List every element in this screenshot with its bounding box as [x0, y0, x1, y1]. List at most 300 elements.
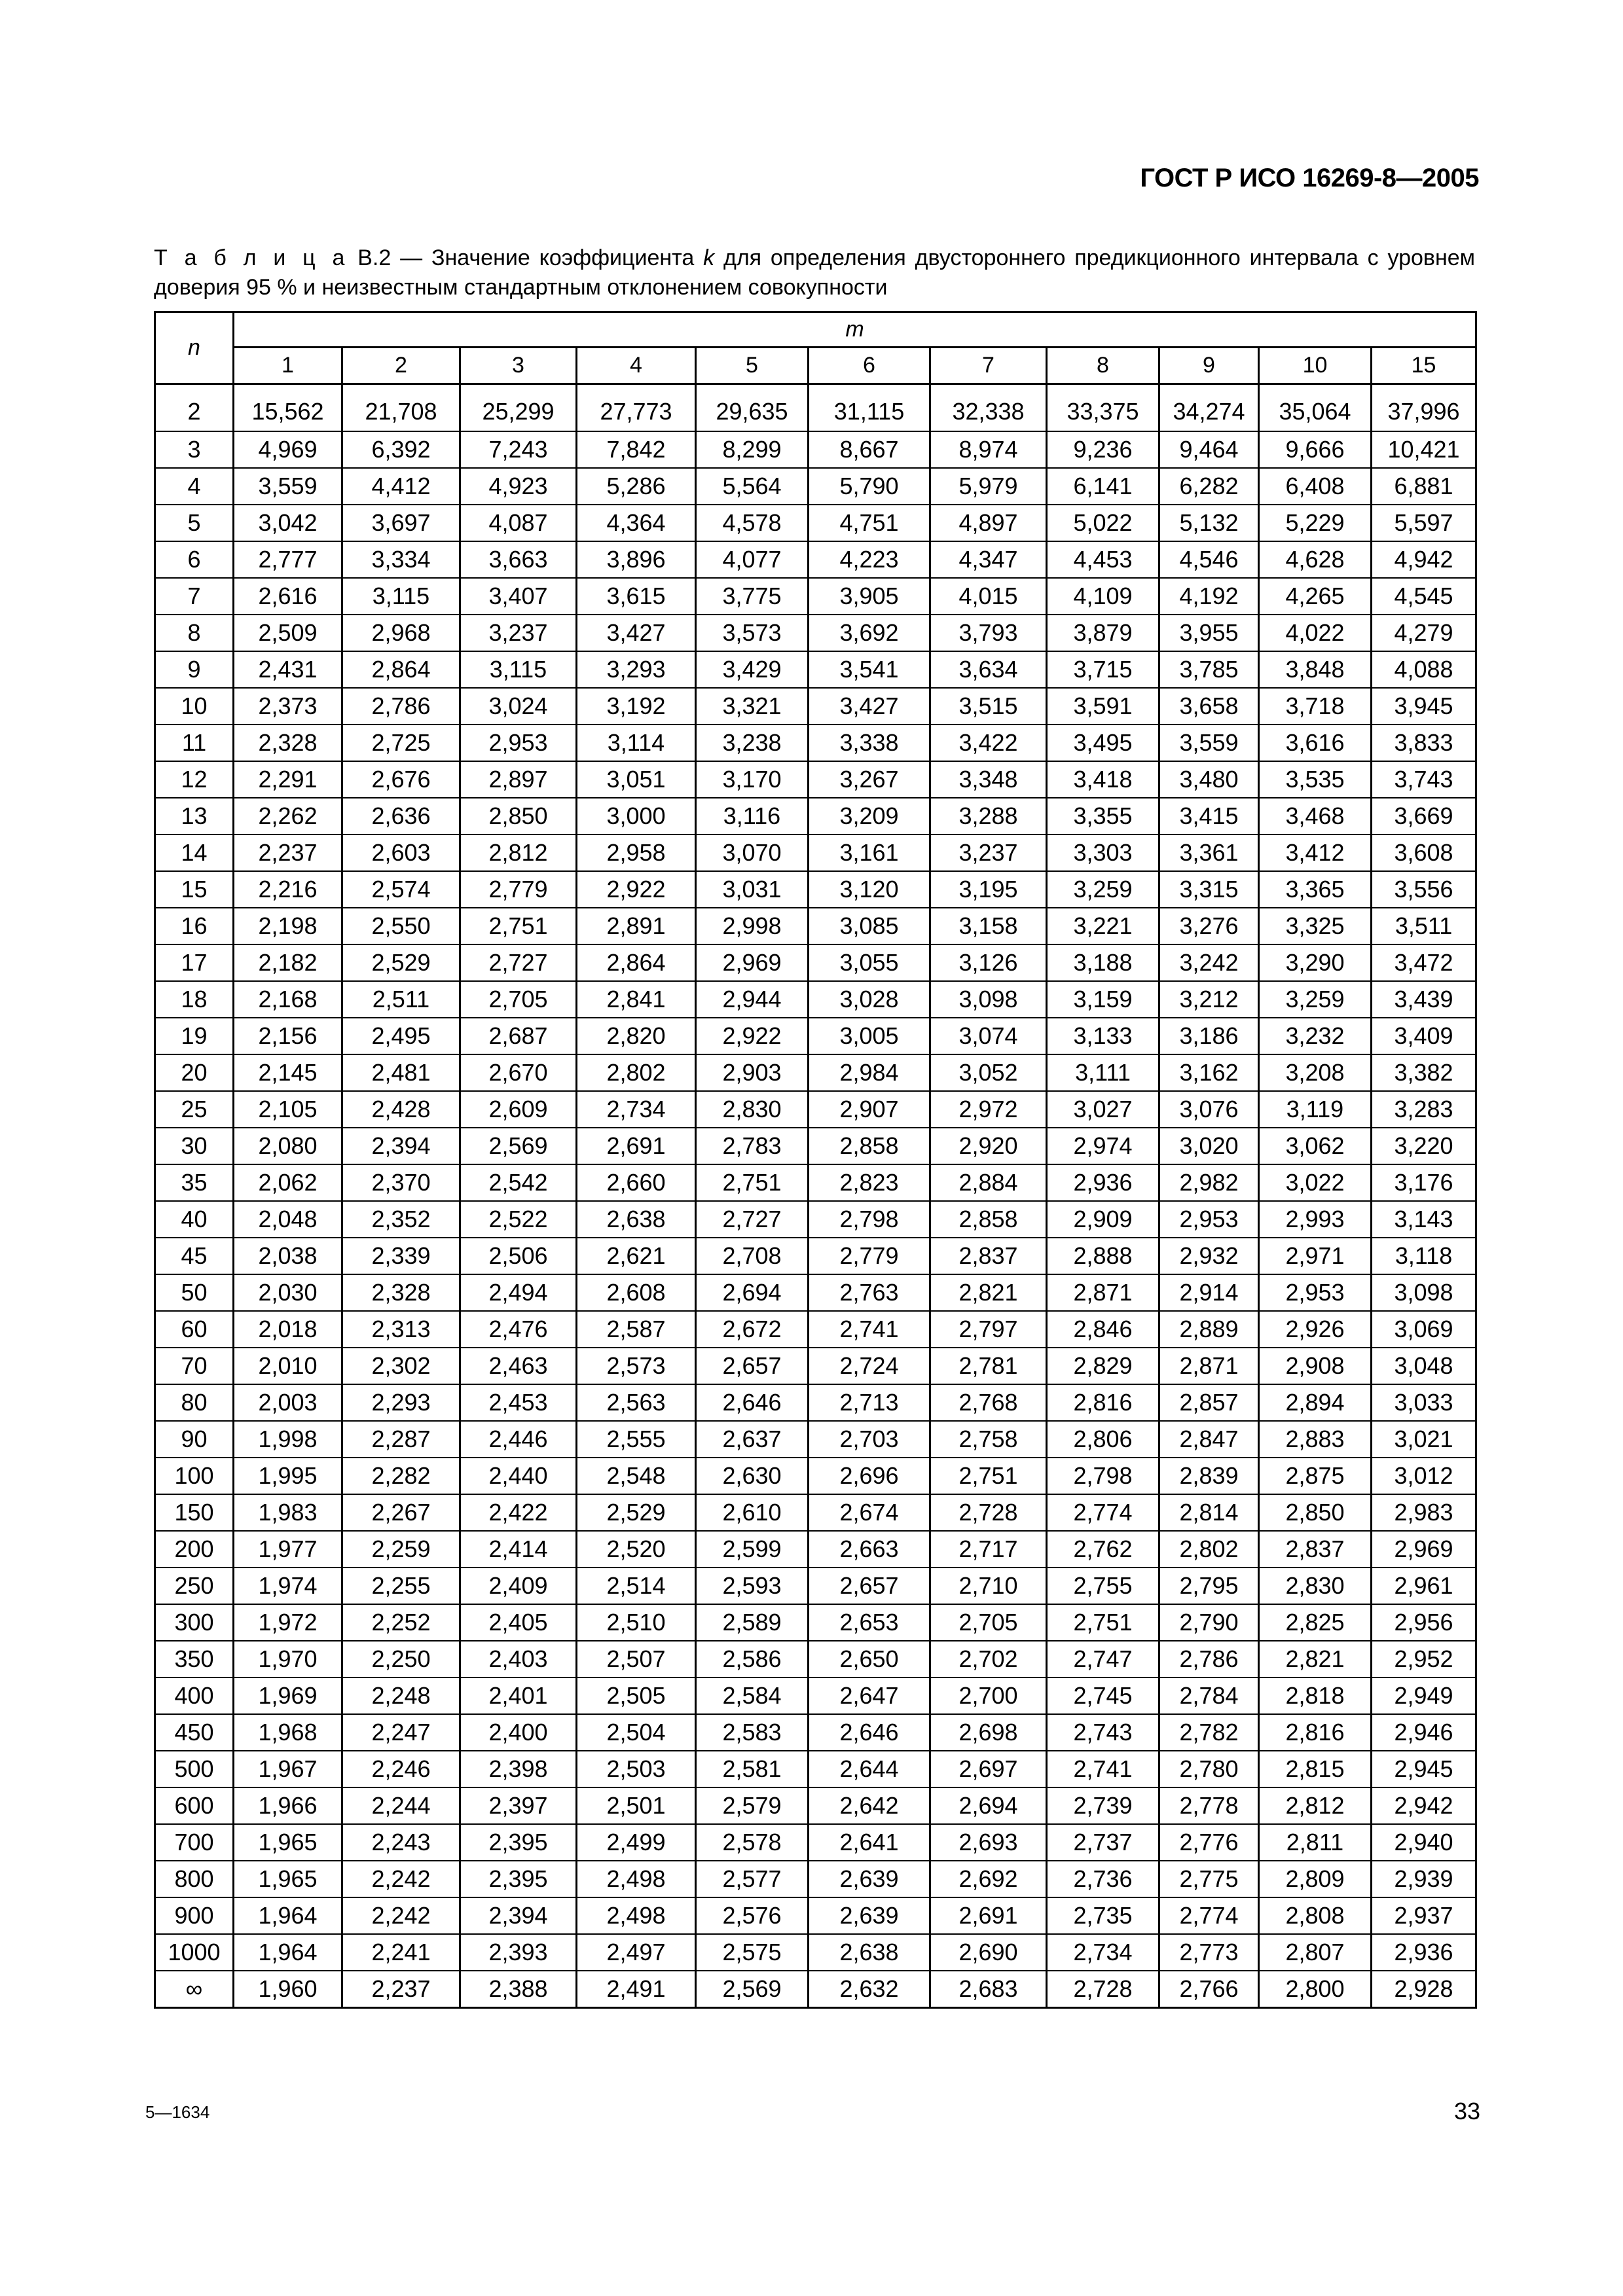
caption-label: Т а б л и ц а	[154, 245, 349, 270]
table-cell: 4,265	[1259, 578, 1372, 615]
table-cell: 4,578	[696, 505, 809, 541]
table-cell: 5,229	[1259, 505, 1372, 541]
table-cell: 2,798	[1047, 1458, 1159, 1494]
table-cell: 2,499	[577, 1824, 696, 1861]
table-cell: 2,864	[577, 944, 696, 981]
table-cell: 3,743	[1372, 761, 1476, 798]
table-cell: 2,504	[577, 1714, 696, 1751]
row-label-n: 700	[155, 1824, 234, 1861]
table-cell: 3,170	[696, 761, 809, 798]
table-cell: 3,074	[930, 1018, 1047, 1054]
table-cell: 2,864	[342, 651, 460, 688]
table-cell: 2,198	[234, 908, 342, 944]
table-cell: 2,747	[1047, 1641, 1159, 1677]
table-cell: 2,953	[1159, 1201, 1259, 1238]
table-row	[155, 1164, 1476, 1201]
table-cell: 2,781	[930, 1348, 1047, 1384]
table-cell: 2,683	[930, 1971, 1047, 2008]
table-cell: 33,375	[1047, 384, 1159, 432]
table-cell: 2,735	[1047, 1897, 1159, 1934]
table-cell: 2,908	[1259, 1348, 1372, 1384]
table-cell: 3,238	[696, 725, 809, 761]
table-cell: 3,027	[1047, 1091, 1159, 1128]
table-cell: 2,875	[1259, 1458, 1372, 1494]
table-cell: 3,220	[1372, 1128, 1476, 1164]
table-cell: 9,236	[1047, 431, 1159, 468]
table-cell: 2,727	[460, 944, 577, 981]
table-cell: 2,621	[577, 1238, 696, 1274]
table-cell: 2,593	[696, 1568, 809, 1604]
table-cell: 6,282	[1159, 468, 1259, 505]
table-cell: 2,630	[696, 1458, 809, 1494]
table-cell: 1,998	[234, 1421, 342, 1458]
table-cell: 3,195	[930, 871, 1047, 908]
table-cell: 2,774	[1047, 1494, 1159, 1531]
table-cell: 3,237	[460, 615, 577, 651]
table-cell: 3,055	[809, 944, 930, 981]
table-cell: 2,247	[342, 1714, 460, 1751]
table-cell: 2,946	[1372, 1714, 1476, 1751]
table-cell: 2,961	[1372, 1568, 1476, 1604]
table-cell: 9,464	[1159, 431, 1259, 468]
table-cell: 2,242	[342, 1861, 460, 1897]
page-number: 33	[1453, 2098, 1480, 2125]
table-cell: 2,403	[460, 1641, 577, 1677]
table-cell: 2,495	[342, 1018, 460, 1054]
table-cell: 2,018	[234, 1311, 342, 1348]
table-cell: 8,667	[809, 431, 930, 468]
table-cell: 2,511	[342, 981, 460, 1018]
table-cell: 2,632	[809, 1971, 930, 2008]
table-cell: 2,806	[1047, 1421, 1159, 1458]
table-cell: 3,325	[1259, 908, 1372, 944]
table-cell: 10,421	[1372, 431, 1476, 468]
table-cell: 3,775	[696, 578, 809, 615]
row-label-n: 50	[155, 1274, 234, 1311]
table-cell: 5,286	[577, 468, 696, 505]
caption-number: В.2	[357, 245, 392, 270]
table-cell: 2,734	[1047, 1934, 1159, 1971]
table-cell: 1,969	[234, 1677, 342, 1714]
table-row	[155, 541, 1476, 578]
table-cell: 2,003	[234, 1384, 342, 1421]
row-label-n: 6	[155, 541, 234, 578]
table-cell: 2,998	[696, 908, 809, 944]
table-cell: 2,755	[1047, 1568, 1159, 1604]
table-cell: 2,945	[1372, 1751, 1476, 1787]
row-label-n: 2	[155, 384, 234, 432]
table-cell: 3,427	[809, 688, 930, 725]
row-label-n: 90	[155, 1421, 234, 1458]
table-cell: 3,020	[1159, 1128, 1259, 1164]
table-cell: 2,944	[696, 981, 809, 1018]
table-cell: 2,638	[577, 1201, 696, 1238]
table-cell: 3,515	[930, 688, 1047, 725]
table-cell: 2,884	[930, 1164, 1047, 1201]
table-cell: 3,069	[1372, 1311, 1476, 1348]
table-cell: 2,751	[460, 908, 577, 944]
table-cell: 3,024	[460, 688, 577, 725]
table-cell: 3,355	[1047, 798, 1159, 834]
table-cell: 2,751	[1047, 1604, 1159, 1641]
table-cell: 3,188	[1047, 944, 1159, 981]
table-cell: 2,555	[577, 1421, 696, 1458]
table-cell: 2,837	[930, 1238, 1047, 1274]
table-cell: 2,850	[1259, 1494, 1372, 1531]
table-row	[155, 1861, 1476, 1897]
table-cell: 2,647	[809, 1677, 930, 1714]
table-cell: 3,535	[1259, 761, 1372, 798]
table-cell: 3,005	[809, 1018, 930, 1054]
table-cell: 2,510	[577, 1604, 696, 1641]
row-label-n: 45	[155, 1238, 234, 1274]
row-label-n: 4	[155, 468, 234, 505]
table-cell: 2,501	[577, 1787, 696, 1824]
table-cell: 2,816	[1047, 1384, 1159, 1421]
table-row	[155, 1714, 1476, 1751]
table-cell: 2,563	[577, 1384, 696, 1421]
table-cell: 3,232	[1259, 1018, 1372, 1054]
row-label-n: 250	[155, 1568, 234, 1604]
table-row	[155, 1568, 1476, 1604]
table-cell: 31,115	[809, 384, 930, 432]
row-label-n: 1000	[155, 1934, 234, 1971]
table-cell: 3,237	[930, 834, 1047, 871]
table-cell: 27,773	[577, 384, 696, 432]
table-cell: 3,697	[342, 505, 460, 541]
table-cell: 1,964	[234, 1897, 342, 1934]
table-cell: 2,616	[234, 578, 342, 615]
table-row	[155, 1201, 1476, 1238]
table-cell: 2,339	[342, 1238, 460, 1274]
caption-text-after: для определения двустороннего предикционного интервала с уровнем доверия 95 % и неизвестным стандартным отклонением совокупности	[154, 245, 1476, 300]
column-header: 2	[342, 348, 460, 384]
table-cell: 2,291	[234, 761, 342, 798]
table-cell: 37,996	[1372, 384, 1476, 432]
table-cell: 3,472	[1372, 944, 1476, 981]
table-cell: 2,569	[696, 1971, 809, 2008]
caption-dash: —	[400, 245, 423, 270]
table-row	[155, 1641, 1476, 1677]
table-cell: 3,176	[1372, 1164, 1476, 1201]
table-cell: 2,778	[1159, 1787, 1259, 1824]
table-cell: 2,250	[342, 1641, 460, 1677]
table-cell: 2,255	[342, 1568, 460, 1604]
table-cell: 2,062	[234, 1164, 342, 1201]
table-cell: 3,000	[577, 798, 696, 834]
header-row-group	[155, 312, 1476, 348]
row-label-n: 30	[155, 1128, 234, 1164]
table-cell: 2,481	[342, 1054, 460, 1091]
table-cell: 2,507	[577, 1641, 696, 1677]
table-row	[155, 1348, 1476, 1384]
table-cell: 2,858	[809, 1128, 930, 1164]
table-cell: 4,412	[342, 468, 460, 505]
table-cell: 2,038	[234, 1238, 342, 1274]
table-row	[155, 1054, 1476, 1091]
column-group-header-m: m	[234, 312, 1476, 348]
table-cell: 4,087	[460, 505, 577, 541]
table-cell: 2,736	[1047, 1861, 1159, 1897]
table-cell: 3,658	[1159, 688, 1259, 725]
table-cell: 2,313	[342, 1311, 460, 1348]
table-cell: 3,120	[809, 871, 930, 908]
table-cell: 2,758	[930, 1421, 1047, 1458]
table-row	[155, 1018, 1476, 1054]
table-cell: 3,511	[1372, 908, 1476, 944]
table-cell: 2,702	[930, 1641, 1047, 1677]
table-cell: 2,638	[809, 1934, 930, 1971]
table-cell: 2,936	[1047, 1164, 1159, 1201]
table-cell: 2,937	[1372, 1897, 1476, 1934]
table-cell: 3,573	[696, 615, 809, 651]
table-cell: 2,691	[930, 1897, 1047, 1934]
table-cell: 2,216	[234, 871, 342, 908]
table-cell: 2,542	[460, 1164, 577, 1201]
table-cell: 2,529	[342, 944, 460, 981]
table-cell: 2,514	[577, 1568, 696, 1604]
table-cell: 3,115	[460, 651, 577, 688]
table-cell: 2,446	[460, 1421, 577, 1458]
row-label-n: 60	[155, 1311, 234, 1348]
table-cell: 3,715	[1047, 651, 1159, 688]
table-row	[155, 431, 1476, 468]
table-cell: 3,098	[930, 981, 1047, 1018]
table-cell: 2,743	[1047, 1714, 1159, 1751]
table-row	[155, 761, 1476, 798]
table-cell: 4,223	[809, 541, 930, 578]
table-cell: 4,546	[1159, 541, 1259, 578]
table-cell: 2,650	[809, 1641, 930, 1677]
table-cell: 2,983	[1372, 1494, 1476, 1531]
table-cell: 3,896	[577, 541, 696, 578]
table-cell: 2,262	[234, 798, 342, 834]
table-cell: 2,939	[1372, 1861, 1476, 1897]
table-cell: 2,894	[1259, 1384, 1372, 1421]
table-cell: 2,579	[696, 1787, 809, 1824]
table-cell: 2,786	[1159, 1641, 1259, 1677]
table-cell: 2,897	[460, 761, 577, 798]
table-cell: 2,821	[1259, 1641, 1372, 1677]
table-cell: 2,409	[460, 1568, 577, 1604]
row-label-n: 15	[155, 871, 234, 908]
table-cell: 3,879	[1047, 615, 1159, 651]
table-cell: 2,779	[809, 1238, 930, 1274]
table-cell: 2,773	[1159, 1934, 1259, 1971]
table-cell: 4,088	[1372, 651, 1476, 688]
table-cell: 2,783	[696, 1128, 809, 1164]
table-cell: 2,949	[1372, 1677, 1476, 1714]
table-cell: 2,847	[1159, 1421, 1259, 1458]
table-cell: 2,705	[930, 1604, 1047, 1641]
table-cell: 3,439	[1372, 981, 1476, 1018]
table-row	[155, 1311, 1476, 1348]
table-cell: 2,942	[1372, 1787, 1476, 1824]
table-cell: 3,315	[1159, 871, 1259, 908]
table-cell: 2,252	[342, 1604, 460, 1641]
table-row	[155, 1128, 1476, 1164]
table-cell: 1,960	[234, 1971, 342, 2008]
table-row	[155, 1384, 1476, 1421]
table-cell: 3,559	[234, 468, 342, 505]
table-cell: 2,830	[1259, 1568, 1372, 1604]
table-cell: 2,871	[1159, 1348, 1259, 1384]
table-cell: 35,064	[1259, 384, 1372, 432]
table-cell: 2,639	[809, 1897, 930, 1934]
table-cell: 2,509	[234, 615, 342, 651]
table-cell: 2,674	[809, 1494, 930, 1531]
table-cell: 3,541	[809, 651, 930, 688]
table-cell: 2,922	[577, 871, 696, 908]
caption-text-before: Значение коэффициента	[431, 245, 695, 270]
table-cell: 3,495	[1047, 725, 1159, 761]
table-cell: 2,883	[1259, 1421, 1372, 1458]
table-cell: 3,955	[1159, 615, 1259, 651]
table-cell: 3,021	[1372, 1421, 1476, 1458]
table-cell: 3,591	[1047, 688, 1159, 725]
table-cell: 4,942	[1372, 541, 1476, 578]
table-cell: 2,574	[342, 871, 460, 908]
row-label-n: 12	[155, 761, 234, 798]
table-cell: 2,802	[1159, 1531, 1259, 1568]
table-cell: 2,589	[696, 1604, 809, 1641]
table-cell: 7,842	[577, 431, 696, 468]
table-cell: 3,833	[1372, 725, 1476, 761]
table-cell: 2,577	[696, 1861, 809, 1897]
table-cell: 2,010	[234, 1348, 342, 1384]
table-cell: 3,118	[1372, 1238, 1476, 1274]
table-cell: 3,793	[930, 615, 1047, 651]
row-label-n: 400	[155, 1677, 234, 1714]
table-cell: 3,945	[1372, 688, 1476, 725]
table-row	[155, 468, 1476, 505]
table-cell: 3,559	[1159, 725, 1259, 761]
table-cell: 2,857	[1159, 1384, 1259, 1421]
table-cell: 2,248	[342, 1677, 460, 1714]
table-cell: 3,126	[930, 944, 1047, 981]
table-cell: 2,818	[1259, 1677, 1372, 1714]
table-row	[155, 1494, 1476, 1531]
row-label-n: 300	[155, 1604, 234, 1641]
table-cell: 5,564	[696, 468, 809, 505]
table-cell: 2,751	[696, 1164, 809, 1201]
table-cell: 2,969	[1372, 1531, 1476, 1568]
table-row	[155, 798, 1476, 834]
table-cell: 2,812	[460, 834, 577, 871]
row-label-n: 35	[155, 1164, 234, 1201]
row-label-n: 3	[155, 431, 234, 468]
table-cell: 2,909	[1047, 1201, 1159, 1238]
row-label-n: 10	[155, 688, 234, 725]
table-cell: 3,212	[1159, 981, 1259, 1018]
table-cell: 3,468	[1259, 798, 1372, 834]
table-cell: 2,768	[930, 1384, 1047, 1421]
table-cell: 1,983	[234, 1494, 342, 1531]
row-label-n: 17	[155, 944, 234, 981]
table-cell: 2,609	[460, 1091, 577, 1128]
table-cell: 2,903	[696, 1054, 809, 1091]
table-cell: 2,922	[696, 1018, 809, 1054]
table-cell: 2,610	[696, 1494, 809, 1531]
table-cell: 2,267	[342, 1494, 460, 1531]
table-cell: 2,637	[696, 1421, 809, 1458]
table-cell: 2,763	[809, 1274, 930, 1311]
row-label-n: 150	[155, 1494, 234, 1531]
table-cell: 4,279	[1372, 615, 1476, 651]
table-cell: 2,670	[460, 1054, 577, 1091]
table-cell: 2,400	[460, 1714, 577, 1751]
table-cell: 1,974	[234, 1568, 342, 1604]
table-cell: 2,394	[342, 1128, 460, 1164]
table-cell: 3,076	[1159, 1091, 1259, 1128]
column-header: 3	[460, 348, 577, 384]
table-cell: 2,691	[577, 1128, 696, 1164]
table-cell: 2,641	[809, 1824, 930, 1861]
table-cell: 2,241	[342, 1934, 460, 1971]
table-cell: 3,634	[930, 651, 1047, 688]
table-cell: 1,968	[234, 1714, 342, 1751]
table-cell: 2,657	[696, 1348, 809, 1384]
table-cell: 3,692	[809, 615, 930, 651]
table-cell: 3,119	[1259, 1091, 1372, 1128]
table-cell: 2,428	[342, 1091, 460, 1128]
table-cell: 4,897	[930, 505, 1047, 541]
table-cell: 3,718	[1259, 688, 1372, 725]
table-cell: 3,114	[577, 725, 696, 761]
table-row	[155, 1091, 1476, 1128]
table-cell: 2,741	[1047, 1751, 1159, 1787]
table-cell: 2,821	[930, 1274, 1047, 1311]
table-cell: 3,412	[1259, 834, 1372, 871]
table-cell: 3,276	[1159, 908, 1259, 944]
table-cell: 7,243	[460, 431, 577, 468]
table-cell: 3,429	[696, 651, 809, 688]
row-label-n: 200	[155, 1531, 234, 1568]
table-cell: 2,584	[696, 1677, 809, 1714]
table-cell: 2,694	[696, 1274, 809, 1311]
table-cell: 2,660	[577, 1164, 696, 1201]
table-cell: 2,734	[577, 1091, 696, 1128]
row-label-n: 40	[155, 1201, 234, 1238]
table-cell: 2,717	[930, 1531, 1047, 1568]
table-cell: 2,815	[1259, 1751, 1372, 1787]
table-cell: 2,692	[930, 1861, 1047, 1897]
table-cell: 32,338	[930, 384, 1047, 432]
table-cell: 2,048	[234, 1201, 342, 1238]
table-cell: 6,881	[1372, 468, 1476, 505]
column-header: 7	[930, 348, 1047, 384]
table-cell: 2,529	[577, 1494, 696, 1531]
table-cell: 2,830	[696, 1091, 809, 1128]
table-cell: 9,666	[1259, 431, 1372, 468]
table-cell: 2,259	[342, 1531, 460, 1568]
table-cell: 2,694	[930, 1787, 1047, 1824]
table-cell: 6,141	[1047, 468, 1159, 505]
table-cell: 2,657	[809, 1568, 930, 1604]
table-cell: 2,646	[809, 1714, 930, 1751]
table-cell: 3,409	[1372, 1018, 1476, 1054]
row-label-n: 600	[155, 1787, 234, 1824]
table-cell: 2,850	[460, 798, 577, 834]
table-row	[155, 1971, 1476, 2008]
table-cell: 2,889	[1159, 1311, 1259, 1348]
table-cell: 2,914	[1159, 1274, 1259, 1311]
table-cell: 2,762	[1047, 1531, 1159, 1568]
table-cell: 2,393	[460, 1934, 577, 1971]
table-cell: 2,401	[460, 1677, 577, 1714]
row-label-n: 800	[155, 1861, 234, 1897]
table-cell: 2,724	[809, 1348, 930, 1384]
